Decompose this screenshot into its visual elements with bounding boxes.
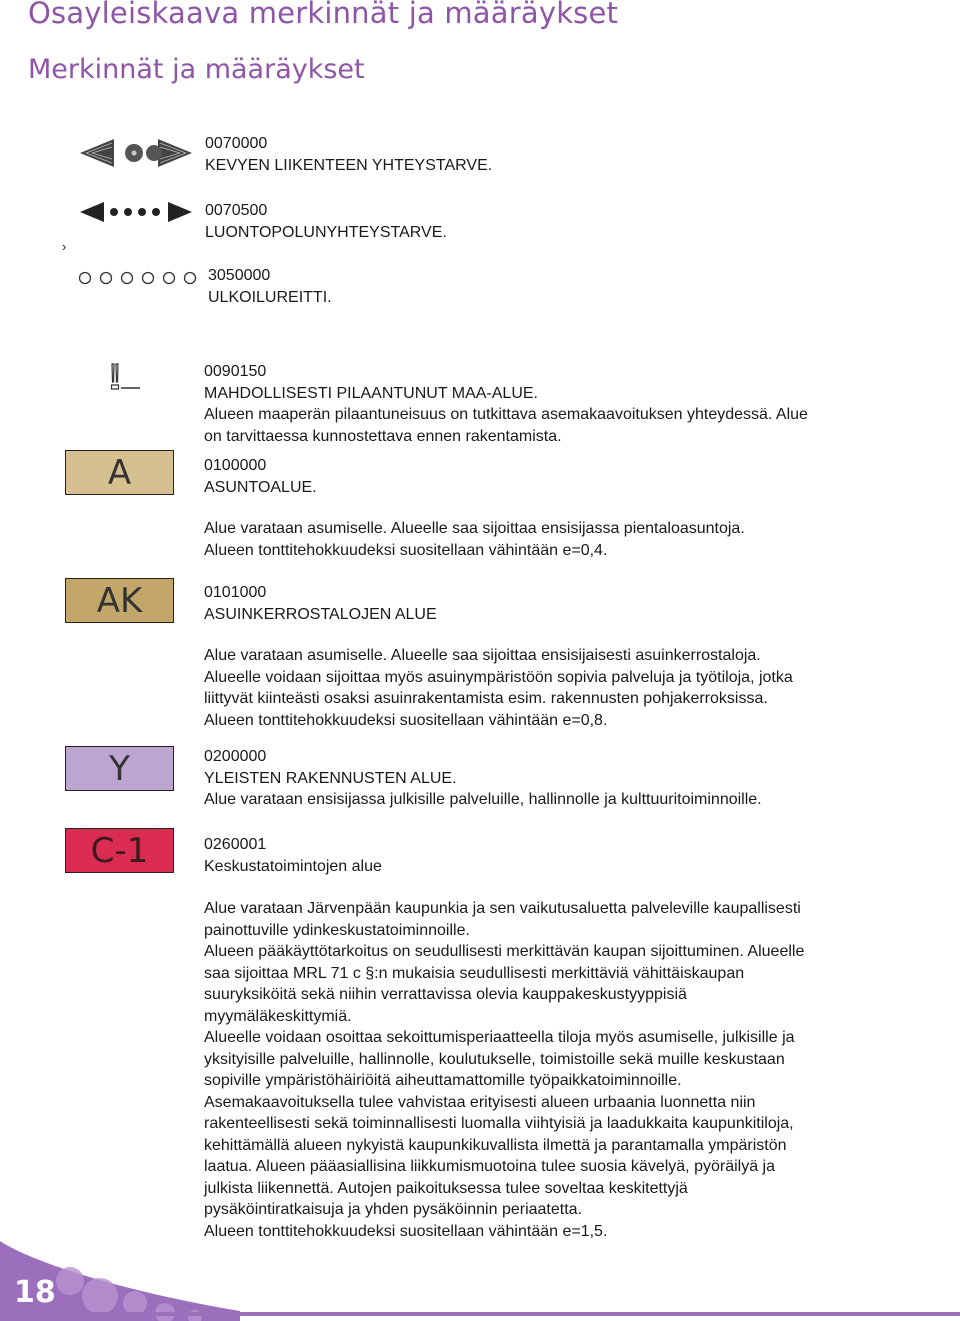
entry-0260001: 0260001 Keskustatoimintojen alue [204, 836, 382, 875]
zone-mark-c1: C-1 [65, 828, 174, 873]
footer-decoration [0, 1241, 960, 1321]
entry-0260001-desc: Alue varataan Järvenpään kaupunkia ja sen vaikutusaluetta palveleville kaupallisesti painottuville ydinkeskustatoiminnoille. Alueen pääkäyttötarkoitus on seudullisesti merkittävän kaupan sijoittuminen. Alueelle saa sijoittaa MRL 71 c §:n mukaisia seudullisesti merkittäviä vähittäiskaupan suuryksiköitä sekä niihin verrattavissa olevia kauppakeskustyyppisiä myymäläkeskittymiä. Alueelle voidaan osoittaa sekoittumisperiaatteella tiloja myös asumiselle, julkisille ja yksityisille palveluille, hallinnolle, koulutukselle, toimistoille sekä muille keskustaan sopiville ympäristöhäiriöitä aiheuttamattomille työpaikkatoiminnoille. Asemakaavoituksella tulee vahvistaa erityisesti alueen urbaania luonnetta niin rakenteellisesti sekä toiminnallisesti luomalla viihtyisiä ja laadukkaita kaupunkitiloja, kehittämällä alueen nykyistä kaupunkikuvallista ilmettä ja parantamalla ympäristön laatua. Alueen pääasiallisina liikkumismuotoina tulee suosia kävelyä, pyöräilyä ja julkista liikennettä. Autojen paikoituksessa tulee soveltaa keskitettyjä pysäköintiratkaisuja ja yhden pysäköinnin periaatetta. Alueen tonttitehokkuudeksi suositellaan vähintään e=1,5. [204, 900, 805, 1240]
nature-trail-connection-symbol [78, 200, 194, 224]
zone-mark-y: Y [65, 746, 174, 791]
page-title: Osayleiskaava merkinnät ja määräykset [28, 0, 619, 30]
contaminated-soil-symbol [108, 362, 142, 392]
entry-0090150: 0090150 MAHDOLLISESTI PILAANTUNUT MAA-ALUE. Alueen maaperän pilaantuneisuus on tutkittava asemakaavoituksen yhteydessä. Alue on tarvittaessa kunnostettava ennen rakentamista. [204, 363, 808, 445]
entry-0070500: 0070500 LUONTOPOLUNYHTEYSTARVE. [205, 202, 447, 241]
zone-mark-ak: AK [65, 578, 174, 623]
entry-0101000-desc: Alue varataan asumiselle. Alueelle saa sijoittaa ensisijaisesti asuinkerrostaloja. Alueelle voidaan sijoittaa myös asuinympäristöön sopivia palveluja ja työtiloja, jotka liittyvät kiinteästi osaksi asuinrakentamista esim. rakennusten pohjakerroksissa. Alueen tonttitehokkuudeksi suositellaan vähintään e=0,8. [204, 647, 793, 729]
entry-0200000: 0200000 YLEISTEN RAKENNUSTEN ALUE. Alue varataan ensisijassa julkisille palveluille, hallinnolle ja kulttuuritoiminnoille. [204, 748, 762, 808]
entry-0100000-desc: Alue varataan asumiselle. Alueelle saa sijoittaa ensisijassa pientaloasuntoja. Alueen tonttitehokkuudeksi suositellaan vähintään e=0,4. [204, 520, 745, 559]
outdoor-route-symbol [75, 270, 205, 286]
entry-0101000: 0101000 ASUINKERROSTALOJEN ALUE [204, 584, 437, 623]
entry-0070000: 0070000 KEVYEN LIIKENTEEN YHTEYSTARVE. [205, 135, 493, 174]
entry-0100000: 0100000 ASUNTOALUE. [204, 457, 317, 496]
entry-3050000: 3050000 ULKOILUREITTI. [208, 267, 332, 306]
page-number: 18 [14, 1275, 56, 1310]
zone-mark-a: A [65, 450, 174, 495]
section-subtitle: Merkinnät ja määräykset [28, 54, 365, 85]
small-glyph: › [62, 239, 67, 254]
light-traffic-connection-symbol [78, 135, 194, 171]
